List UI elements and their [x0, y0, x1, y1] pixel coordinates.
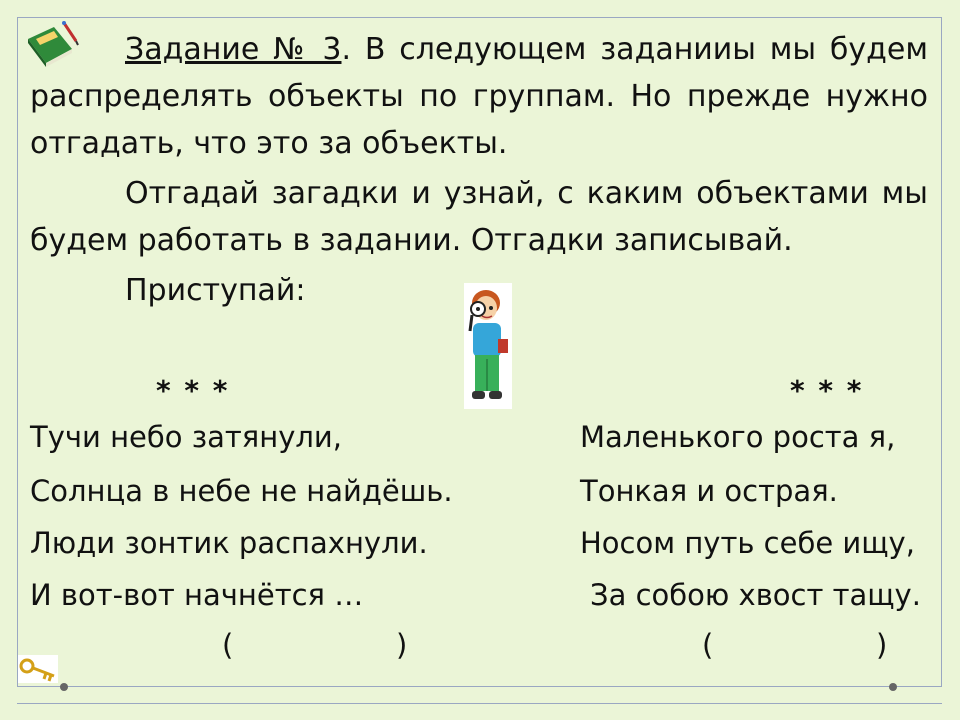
- riddle-left-line-4: И вот-вот начнётся …: [30, 578, 364, 612]
- key-icon[interactable]: [18, 655, 58, 683]
- task-title: Задание № 3: [125, 32, 342, 67]
- answer-right-close-paren: ): [876, 628, 888, 662]
- riddle-stars-right: * * *: [790, 374, 864, 407]
- start-text: Приступай:: [125, 273, 306, 308]
- boy-with-magnifier-illustration: [464, 283, 512, 409]
- task-intro: . В следующем заданииы мы будем распределять объекты по группам. Но прежде нужно отгадать, что это за объекты.: [30, 32, 929, 161]
- riddle-left-line-1: Тучи небо затянули,: [30, 420, 342, 454]
- riddle-right-line-3: Носом путь себе ищу,: [580, 526, 915, 560]
- instruction-text: Отгадай загадки и узнай, с каким объектами мы будем работать в задании. Отгадки записывай.: [30, 176, 928, 258]
- answer-left-close-paren: ): [396, 628, 408, 662]
- riddle-right-line-1: Маленького роста я,: [580, 420, 896, 454]
- riddle-left-line-2: Солнца в небе не найдёшь.: [30, 474, 453, 508]
- riddle-stars-left: * * *: [156, 374, 230, 407]
- riddle-right-line-4: За собою хвост тащу.: [590, 578, 921, 612]
- instruction-paragraph: [30, 170, 928, 264]
- riddle-left-line-3: Люди зонтик распахнули.: [30, 526, 428, 560]
- answer-right-open-paren: (: [702, 628, 714, 662]
- task-paragraph: [30, 26, 928, 167]
- riddle-right-line-2: Тонкая и острая.: [580, 474, 838, 508]
- corner-dot-right: [889, 683, 897, 691]
- bottom-divider: [17, 703, 942, 704]
- answer-left-open-paren: (: [222, 628, 234, 662]
- corner-dot-left: [60, 683, 68, 691]
